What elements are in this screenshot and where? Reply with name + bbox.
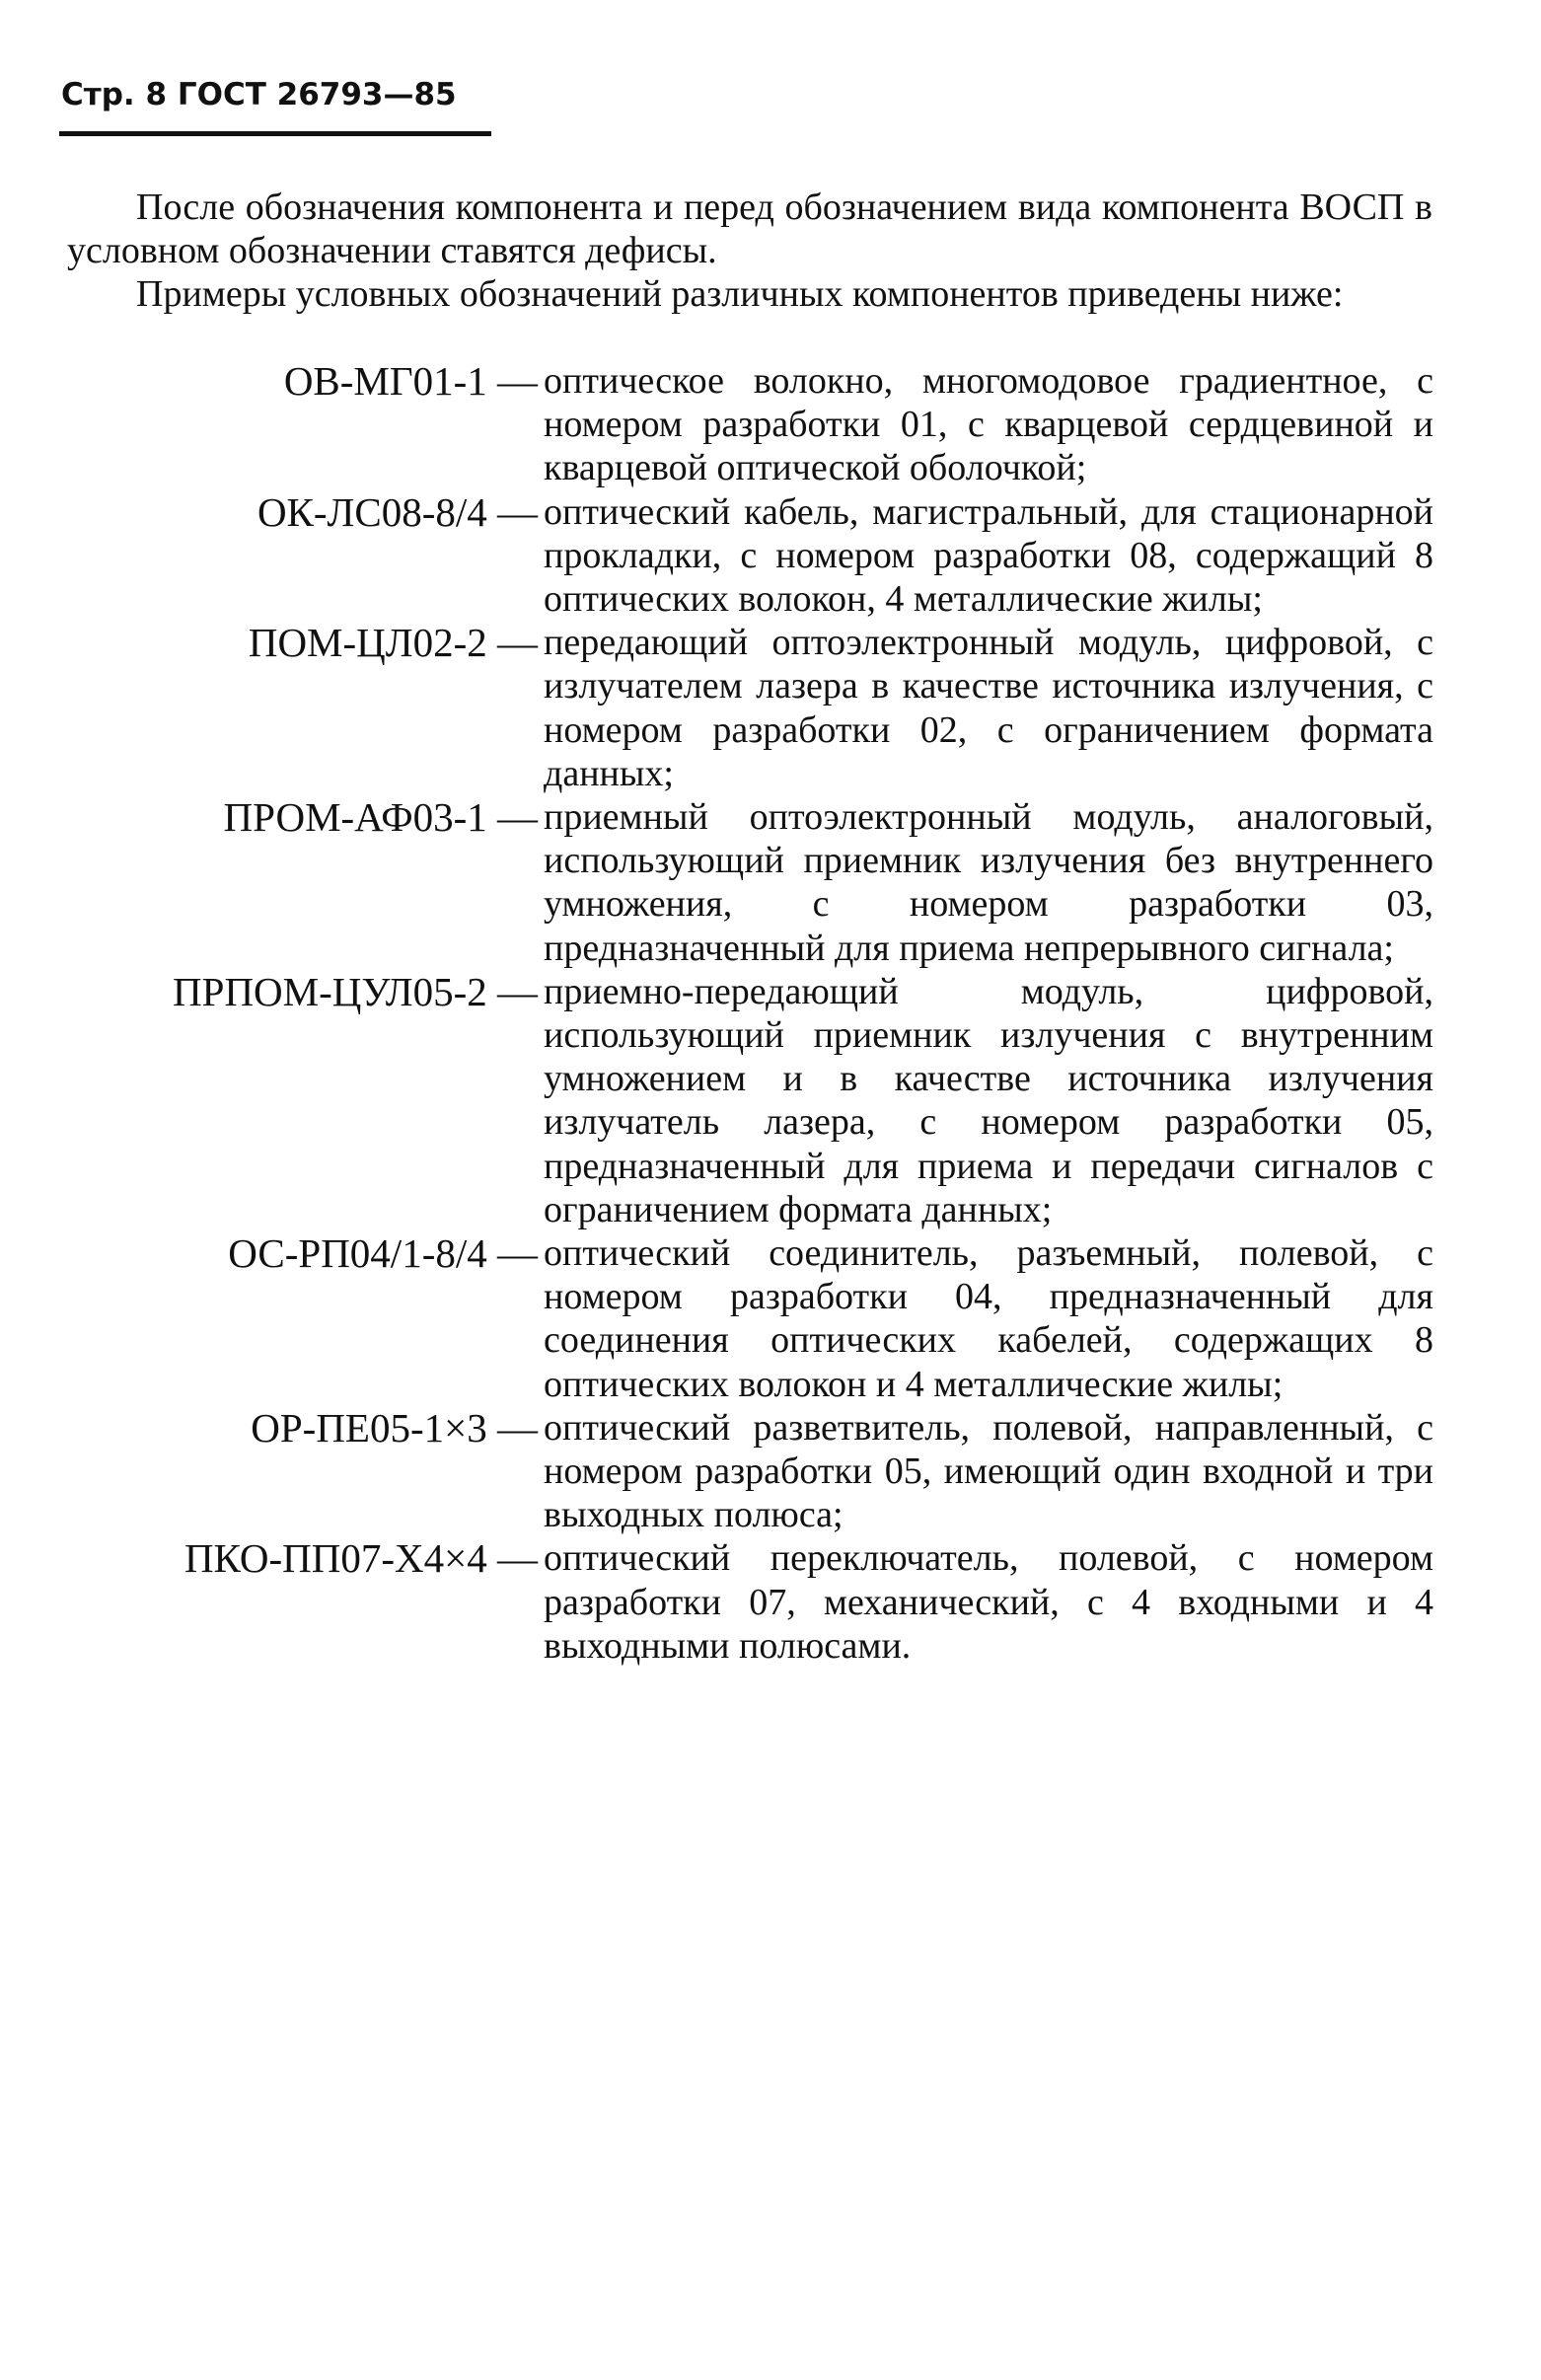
header-rule	[59, 131, 491, 136]
component-description: приемно-передающий модуль, цифровой, использующий приемник излучения с внутренним умножением и в качестве источника излучения излучатель лазера, с номером разработки 05, предназначенный для приема и передачи сигналов с ограничением формата данных;	[544, 970, 1433, 1230]
component-designation: ПКО-ПП07-Х4×4 —	[183, 1535, 538, 1582]
component-description: передающий оптоэлектронный модуль, цифровой, с излучателем лазера в качестве источника излучения, с номером разработки 02, с ограничением формата данных;	[544, 622, 1433, 794]
component-designation: ОК-ЛС08-8/4 —	[257, 488, 538, 535]
intro-text	[67, 186, 1432, 316]
definition-entry	[0, 795, 1541, 970]
definition-entry	[0, 359, 1541, 490]
definition-list	[0, 359, 1541, 1668]
component-designation: ПРОМ-АФ03-1 —	[223, 794, 538, 841]
definition-entry	[0, 1406, 1541, 1537]
intro-paragraph: После обозначения компонента и перед обозначением вида компонента ВОСП в условном обозначении ставятся дефисы.	[67, 186, 1432, 271]
component-designation: ОР-ПЕ05-1×3 —	[251, 1404, 538, 1450]
component-description: оптический переключатель, полевой, с номером разработки 07, механический, с 4 входными и 4 выходными полюсами.	[544, 1537, 1433, 1667]
component-description: оптический кабель, магистральный, для стационарной прокладки, с номером разработки 08, содержащий 8 оптических волокон, 4 металлические жилы;	[544, 490, 1433, 621]
definition-entry	[0, 970, 1541, 1231]
component-designation: ПОМ-ЦЛ02-2 —	[248, 620, 538, 666]
definition-entry	[0, 490, 1541, 622]
component-description: оптический разветвитель, полевой, направленный, с номером разработки 05, имеющий один входной и три выходных полюса;	[544, 1406, 1433, 1536]
component-designation: ПРПОМ-ЦУЛ05-2 —	[173, 968, 538, 1014]
component-description: оптический соединитель, разъемный, полевой, с номером разработки 04, предназначенный для соединения оптических кабелей, содержащих 8 оптических волокон и 4 металлические жилы;	[544, 1232, 1433, 1405]
definition-entry	[0, 621, 1541, 795]
intro-paragraph: Примеры условных обозначений различных компонентов приведены ниже:	[136, 273, 1344, 315]
page-header: Стр. 8 ГОСТ 26793—85	[61, 77, 457, 112]
component-description: оптическое волокно, многомодовое градиентное, с номером разработки 01, с кварцевой сердцевиной и кварцевой оптической оболочкой;	[544, 360, 1433, 489]
component-description: приемный оптоэлектронный модуль, аналоговый, использующий приемник излучения без внутреннего умножения, с номером разработки 03, предназначенный для приема непрерывного сигнала;	[544, 796, 1433, 969]
component-designation: ОС-РП04/1-8/4 —	[228, 1230, 538, 1277]
definition-entry	[0, 1536, 1541, 1668]
component-designation: ОВ-МГ01-1 —	[283, 358, 538, 404]
definition-entry	[0, 1231, 1541, 1406]
